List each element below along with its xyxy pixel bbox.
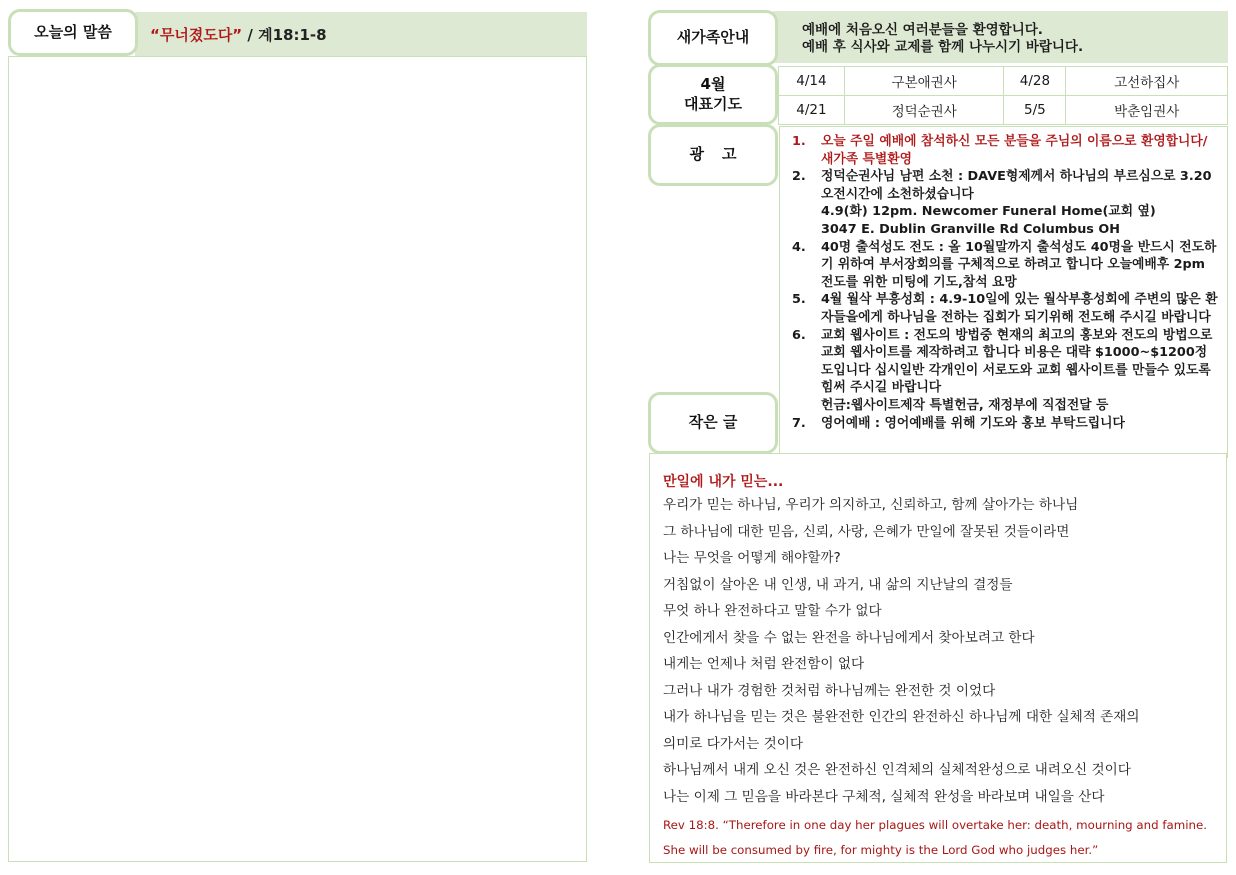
sermon-title-text: “무너졌도다” <box>150 26 243 44</box>
essay-line: 의미로 다가서는 것이다 <box>663 735 803 752</box>
essay-line: 나는 무엇을 어떻게 해야할까? <box>663 550 841 566</box>
item-line: 3047 E. Dublin Granville Rd Columbus OH <box>821 221 1120 237</box>
item-text <box>821 168 1218 238</box>
sermon-scripture-ref: / 계18:1-8 <box>242 26 327 44</box>
item-text <box>821 133 1218 168</box>
prayer-person: 구본애권사 <box>844 67 1004 96</box>
sermon-title <box>150 24 327 45</box>
item-line: 교회 웹사이트 : 전도의 방법중 현재의 최고의 홍보와 전도의 방법으로 교회 웹사이트를 제작하려고 합니다 비용은 대략 $1000~$1200정도입니다 십시일반 각개인이 서로도와 교회 웹사이트를 만들수 있도록 힘써 주시길 바랍니다 <box>821 327 1213 396</box>
announcements-list <box>792 133 1218 432</box>
prayer-person: 박춘임권사 <box>1066 96 1228 125</box>
list-item <box>792 239 1218 292</box>
prayer-date: 4/21 <box>779 96 845 125</box>
essay-line: 나는 이제 그 믿음을 바라본다 구체적, 실체적 완성을 바라보며 내일을 산다 <box>663 788 1105 805</box>
essay-line: 그러나 내가 경험한 것처럼 하나님께는 완전한 것 이었다 <box>663 682 996 699</box>
item-number: 2. <box>792 169 806 185</box>
prayer-schedule-table <box>778 66 1228 125</box>
prayer-person: 고선하집사 <box>1066 67 1228 96</box>
prayer-date: 5/5 <box>1004 96 1066 125</box>
short-essay-label: 작은 글 <box>648 392 778 454</box>
item-number: 4. <box>792 239 806 255</box>
item-number: 6. <box>792 327 806 343</box>
list-item <box>792 168 1218 238</box>
item-line: 오늘 주일 예배에 참석하신 모든 분들을 주님의 이름으로 환영합니다/새가족 특별환영 <box>821 134 1208 167</box>
prayer-date: 4/14 <box>779 67 845 96</box>
list-item <box>792 415 1218 433</box>
item-text <box>821 291 1218 326</box>
essay-line: 하나님께서 내게 오신 것은 완전하신 인격체의 실체적완성으로 내려오신 것이다 <box>663 762 1131 778</box>
essay-line: 내가 하나님을 믿는 것은 불완전한 인간의 완전하신 하나님께 대한 실체적 존재의 <box>663 709 1140 725</box>
item-line: 4.9(화) 12pm. Newcomer Funeral Home(교회 옆) <box>821 204 1156 220</box>
item-text <box>821 327 1218 415</box>
prayer-date: 4/28 <box>1004 67 1066 96</box>
item-line: 영어예배 : 영어예배를 위해 기도와 홍보 부탁드립니다 <box>821 415 1125 431</box>
table-row <box>779 67 1228 96</box>
essay-line: 무엇 하나 완전하다고 말할 수가 없다 <box>663 603 882 619</box>
table-row <box>779 96 1228 125</box>
item-number: 7. <box>792 415 806 431</box>
item-number: 5. <box>792 292 806 308</box>
announcements-label: 광고 <box>648 124 778 186</box>
welcome-line-1: 예배에 처음오신 여러분들을 환영합니다. <box>802 22 1043 38</box>
new-family-label: 새가족안내 <box>648 10 778 66</box>
sermon-content-box <box>8 56 587 862</box>
essay-title: 만일에 내가 믿는... <box>663 474 784 490</box>
prayer-month: 4월 <box>700 75 726 93</box>
essay-line: 우리가 믿는 하나님, 우리가 의지하고, 신뢰하고, 함께 살아가는 하나님 <box>663 497 1079 513</box>
welcome-message <box>802 22 1083 56</box>
welcome-line-2: 예배 후 식사와 교제를 함께 나누시기 바랍니다. <box>802 39 1084 55</box>
scripture-verse: Rev 18:8. “Therefore in one day her plagues will overtake her: death, mourning and famine. She will be consumed by fire, for mighty is the Lord God who judges her.” <box>663 818 1207 857</box>
item-line: 정덕순권사님 남편 소천 : DAVE형제께서 하나님의 부르심으로 3.20 오전시간에 소천하셨습니다 <box>821 169 1212 202</box>
list-item <box>792 327 1218 415</box>
essay-body <box>663 494 1140 812</box>
item-text <box>821 415 1218 433</box>
essay-line: 거침없이 살아온 내 인생, 내 과거, 내 삶의 지난날의 결정들 <box>663 576 1013 593</box>
list-item <box>792 291 1218 326</box>
prayer-label: 대표기도 <box>684 94 742 113</box>
item-line: 40명 출석성도 전도 : 올 10월말까지 출석성도 40명을 반드시 전도하기 위하여 부서장회의를 구체적으로 하려고 합니다 오늘예배후 2pm 전도를 위한 미팅에 기도,참석 요망 <box>821 239 1217 290</box>
list-item <box>792 133 1218 168</box>
essay-line: 그 하나님에 대한 믿음, 신뢰, 사랑, 은혜가 만일에 잘못된 것들이라면 <box>663 523 1070 540</box>
item-text <box>821 239 1218 292</box>
todays-word-label: 오늘의 말씀 <box>8 9 138 56</box>
representative-prayer-label <box>648 64 778 125</box>
essay-line: 내게는 언제나 처럼 완전함이 없다 <box>663 656 865 672</box>
item-line: 헌금:웹사이트제작 특별헌금, 재정부에 직접전달 등 <box>821 397 1109 413</box>
item-number: 1. <box>792 134 806 149</box>
essay-line: 인간에게서 찾을 수 없는 완전을 하나님에게서 찾아보려고 한다 <box>663 629 1035 646</box>
item-line: 4월 월삭 부흥성회 : 4.9-10일에 있는 월삭부흥성회에 주변의 많은 환자들을에게 하나님을 전하는 집회가 되기위해 전도해 주시길 바랍니다 <box>821 292 1218 325</box>
prayer-person: 정덕순권사 <box>844 96 1004 125</box>
